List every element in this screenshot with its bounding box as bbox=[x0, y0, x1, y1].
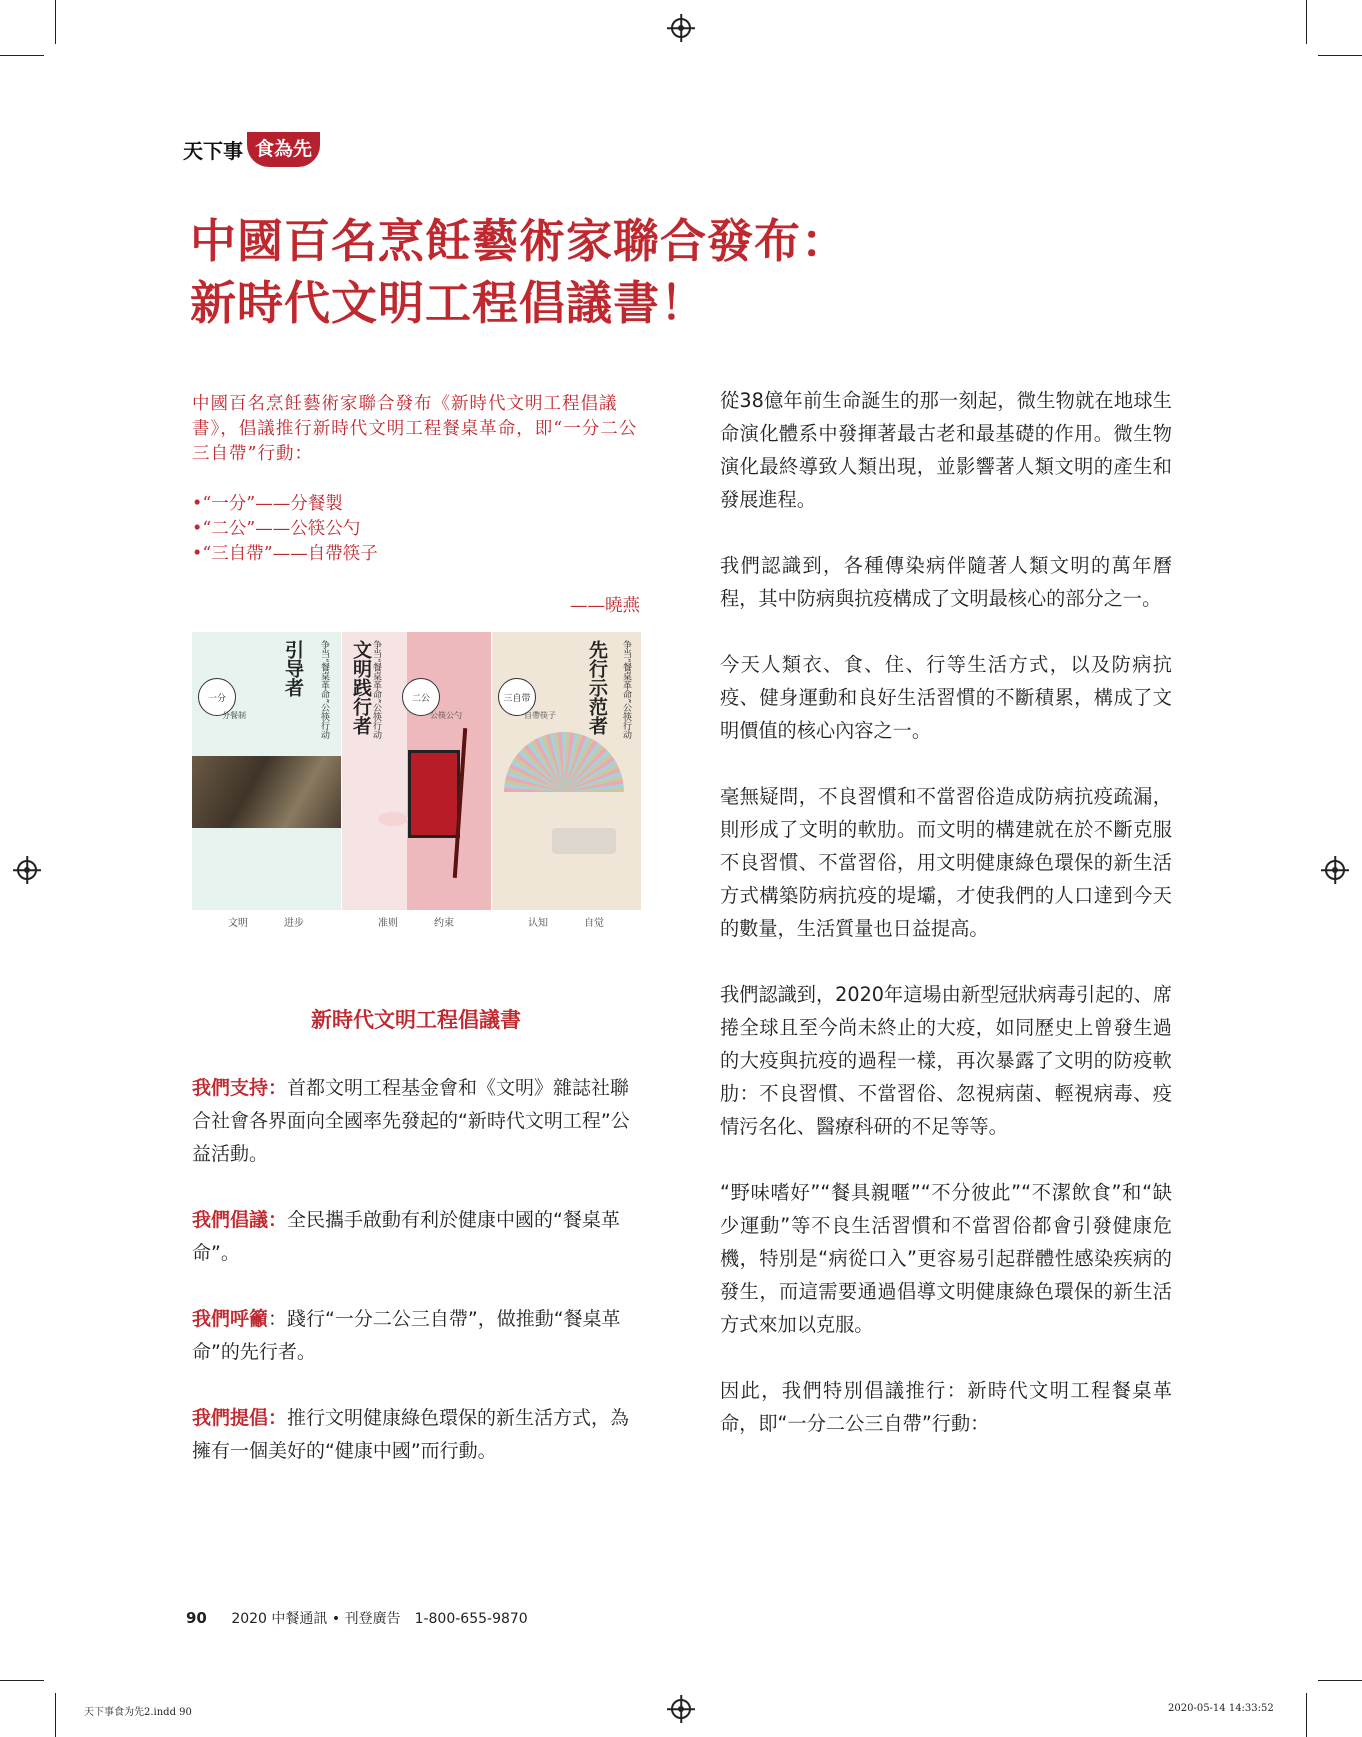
registration-mark-icon bbox=[17, 860, 37, 880]
slug-left: 天下事食为先2.indd 90 bbox=[84, 1707, 192, 1718]
statement-text: ：踐行“一分二公三自帶”，做推動“餐桌革命”的先行者。 bbox=[192, 1308, 621, 1363]
poster-image bbox=[192, 632, 640, 954]
statement-paragraph bbox=[192, 1072, 632, 1171]
poster-label: 自帶筷子 bbox=[524, 711, 556, 720]
headline bbox=[190, 210, 1190, 334]
poster-footer-right: 约束 bbox=[434, 918, 454, 929]
poster-footer-right: 自觉 bbox=[584, 918, 604, 929]
poster-footer-right: 进步 bbox=[284, 918, 304, 929]
crop-mark bbox=[55, 0, 56, 44]
statement-text: 推行文明健康綠色環保的新生活方式，為擁有一個美好的“健康中國”而行動。 bbox=[192, 1407, 630, 1462]
poster-subtitle: 争当“餐桌革命”公筷行动 bbox=[621, 640, 631, 740]
crop-mark bbox=[55, 1693, 56, 1737]
crop-mark bbox=[1318, 1680, 1362, 1681]
statement-text: 首都文明工程基金會和《文明》雜誌社聯合社會各界面向全國率先發起的“新時代文明工程”公益活動。 bbox=[192, 1077, 630, 1165]
statement-text: 全民攜手啟動有利於健康中國的“餐桌革命”。 bbox=[192, 1209, 620, 1264]
poster-title: 引导者 bbox=[282, 640, 304, 697]
poster-title: 文明践行者 bbox=[350, 640, 372, 735]
poster-label: 公筷公勺 bbox=[430, 711, 462, 720]
poster-footer-left: 文明 bbox=[228, 918, 248, 929]
subheading: 新時代文明工程倡議書 bbox=[311, 1008, 521, 1032]
page-number: 90 bbox=[186, 1609, 207, 1627]
headline-line-1: 中國百名烹飪藝術家聯合發布： bbox=[190, 214, 848, 268]
body-paragraph: “野味嗜好”“餐具親暱”“不分彼此”“不潔飲食”和“缺少運動”等不良生活習慣和不當習俗都會引發健康危機，特別是“病從口入”更容易引起群體性感染疾病的發生，而這需要通過倡導文明健康綠色環保的新生活方式來加以克服。 bbox=[720, 1181, 1172, 1336]
section-tag-black: 天下事 bbox=[183, 138, 243, 163]
poster-1 bbox=[192, 632, 341, 954]
registration-mark-icon bbox=[671, 18, 691, 38]
crop-mark bbox=[1306, 0, 1307, 44]
bullet-item: •“二公”——公筷公勺 bbox=[192, 519, 361, 539]
cutlery-image bbox=[552, 828, 616, 854]
crop-mark bbox=[0, 1680, 44, 1681]
statement-label: 我們呼籲 bbox=[192, 1308, 269, 1330]
statement-paragraph bbox=[192, 1402, 632, 1468]
seal-image bbox=[408, 750, 460, 838]
bullet-list bbox=[192, 492, 378, 567]
statement-paragraph bbox=[192, 1303, 632, 1369]
body-paragraph: 我們認識到，2020年這場由新型冠狀病毒引起的、席捲全球且至今尚未終止的大疫，如同歷史上曾發生過的大疫與抗疫的過程一樣，再次暴露了文明的防疫軟肋：不良習慣、不當習俗、忽視病菌、輕視病毒、疫情污名化、醫療科研的不足等等。 bbox=[720, 983, 1172, 1138]
section-tag bbox=[183, 130, 320, 168]
footer-text: 2020 中餐通訊 • 刊登廣告 1-800-655-9870 bbox=[231, 1611, 528, 1627]
poster-footer-left: 准则 bbox=[378, 918, 398, 929]
body-paragraph: 今天人類衣、食、住、行等生活方式，以及防病抗疫、健身運動和良好生活習慣的不斷積累，構成了文明價值的核心內容之一。 bbox=[720, 653, 1172, 742]
section-tag-red: 食為先 bbox=[247, 132, 320, 167]
poster-title: 先行示范者 bbox=[586, 640, 608, 735]
poster-subtitle: 争当“餐桌革命”公筷行动 bbox=[319, 640, 329, 740]
intro-text: 中國百名烹飪藝術家聯合發布《新時代文明工程倡議書》，倡議推行新時代文明工程餐桌革命，即“一分二公三自帶”行動： bbox=[192, 394, 638, 464]
statement-label: 我們提倡： bbox=[192, 1407, 288, 1429]
registration-mark-icon bbox=[671, 1699, 691, 1719]
byline: ——曉燕 bbox=[570, 596, 640, 616]
crop-mark bbox=[1318, 55, 1362, 56]
crop-mark bbox=[0, 55, 44, 56]
poster-label: 分餐制 bbox=[222, 711, 246, 720]
poster-badge: 三自带 bbox=[498, 678, 536, 716]
spoon-image bbox=[378, 812, 408, 826]
statement-paragraph bbox=[192, 1204, 632, 1270]
poster-footer-left: 认知 bbox=[528, 918, 548, 929]
bullet-item: •“三自帶”——自帶筷子 bbox=[192, 544, 378, 564]
crop-mark bbox=[1306, 1693, 1307, 1737]
poster-subtitle: 争当“餐桌革命”公筷行动 bbox=[371, 640, 381, 740]
left-column bbox=[192, 1072, 632, 1501]
painting-image bbox=[192, 756, 341, 828]
headline-line-2: 新時代文明工程倡議書！ bbox=[190, 276, 707, 330]
page-footer bbox=[186, 1608, 528, 1628]
poster-badge: 二公 bbox=[402, 678, 440, 716]
registration-mark-icon bbox=[1325, 860, 1345, 880]
statement-label: 我們倡議： bbox=[192, 1209, 288, 1231]
body-paragraph: 從38億年前生命誕生的那一刻起，微生物就在地球生命演化體系中發揮著最古老和最基礎的作用。微生物演化最終導致人類出現，並影響著人類文明的產生和發展進程。 bbox=[720, 389, 1172, 511]
body-paragraph: 毫無疑問，不良習慣和不當習俗造成防病抗疫疏漏，則形成了文明的軟肋。而文明的構建就在於不斷克服不良習慣、不當習俗，用文明健康綠色環保的新生活方式構築防病抗疫的堤壩，才使我們的人口達到今天的數量，生活質量也日益提高。 bbox=[720, 785, 1172, 940]
body-paragraph: 我們認識到，各種傳染病伴隨著人類文明的萬年曆程，其中防病與抗疫構成了文明最核心的部分之一。 bbox=[720, 554, 1172, 610]
poster-2 bbox=[342, 632, 491, 954]
slug-right: 2020-05-14 14:33:52 bbox=[1168, 1703, 1274, 1714]
poster-badge: 一分 bbox=[198, 678, 236, 716]
bullet-item: •“一分”——分餐製 bbox=[192, 494, 343, 514]
body-paragraph: 因此，我們特別倡議推行：新時代文明工程餐桌革命，即“一分二公三自帶”行動： bbox=[720, 1379, 1172, 1435]
poster-3 bbox=[492, 632, 641, 954]
statement-label: 我們支持： bbox=[192, 1077, 288, 1099]
right-column bbox=[720, 384, 1172, 1473]
